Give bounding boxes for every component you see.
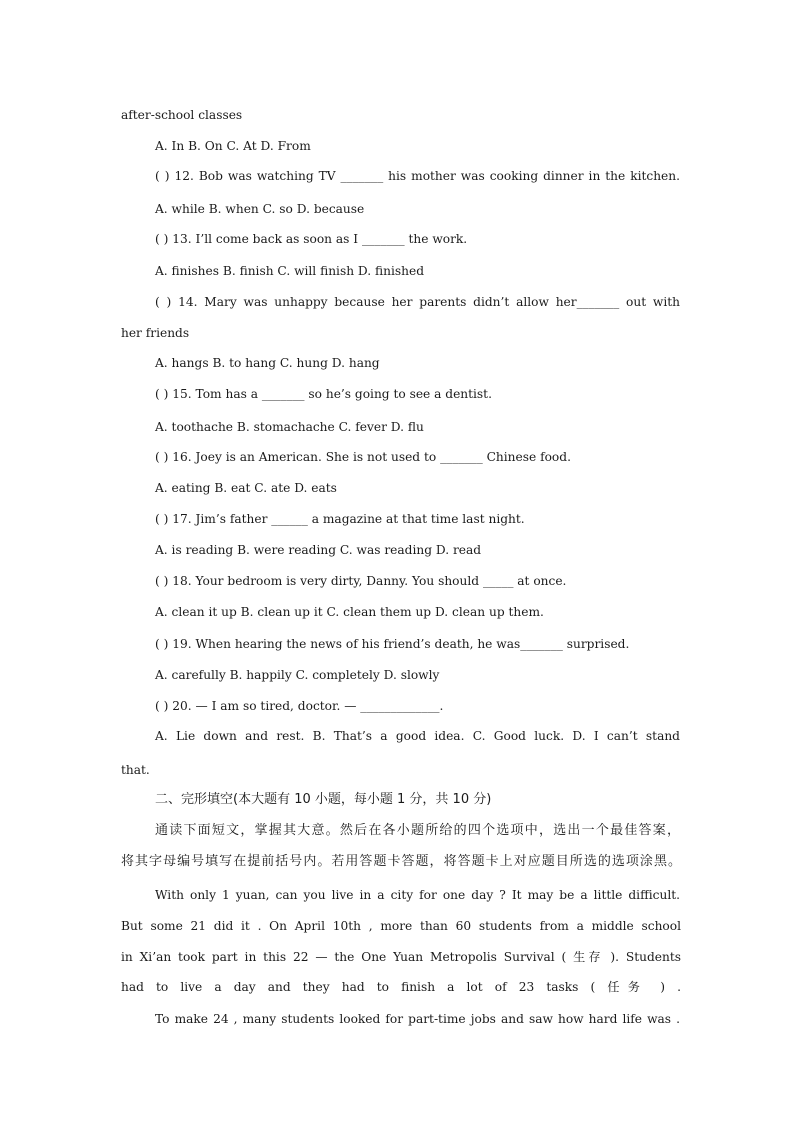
question-14: ( ) 14. Mary was unhappy because her parents didn’t allow her_______ out with <box>155 295 680 309</box>
text-line: her friends <box>121 326 190 340</box>
text-line: that. <box>121 763 150 777</box>
options-line: A. In B. On C. At D. From <box>155 139 311 153</box>
options-line: A. toothache B. stomachache C. fever D. flu <box>155 420 424 434</box>
section-heading: 二、完形填空(本大题有 10 小题，每小题 1 分，共 10 分) <box>155 792 492 807</box>
question-12: ( ) 12. Bob was watching TV _______ his mother was cooking dinner in the kitchen. <box>155 169 680 183</box>
instructions-line: 将其字母编号填写在提前括号内。若用答题卡答题，将答题卡上对应题目所选的选项涂黑。 <box>121 854 681 869</box>
question-18: ( ) 18. Your bedroom is very dirty, Danny. You should _____ at once. <box>155 574 567 588</box>
question-15: ( ) 15. Tom has a _______ so he’s going to see a dentist. <box>155 387 492 401</box>
options-line: A. eating B. eat C. ate D. eats <box>155 481 337 495</box>
text-line: after-school classes <box>121 108 243 122</box>
options-line: A. finishes B. finish C. will finish D. finished <box>155 264 424 278</box>
passage-line: With only 1 yuan, can you live in a city for one day ? It may be a little difficult. <box>155 888 680 902</box>
options-line: A. while B. when C. so D. because <box>155 202 365 216</box>
question-19: ( ) 19. When hearing the news of his friend’s death, he was_______ surprised. <box>155 637 630 651</box>
passage-line: To make 24 , many students looked for part-time jobs and saw how hard life was . <box>155 1012 680 1026</box>
question-20: ( ) 20. — I am so tired, doctor. — _____________. <box>155 699 444 713</box>
options-line: A. carefully B. happily C. completely D. slowly <box>155 668 440 682</box>
options-line: A. Lie down and rest. B. That’s a good idea. C. Good luck. D. I can’t stand <box>155 729 680 743</box>
passage-line: in Xi’an took part in this 22 — the One Yuan Metropolis Survival ( 生存 ). Students <box>121 950 681 964</box>
question-17: ( ) 17. Jim’s father ______ a magazine at that time last night. <box>155 512 525 526</box>
passage-line: had to live a day and they had to finish a lot of 23 tasks ( 任务 ) . <box>121 980 681 994</box>
options-line: A. clean it up B. clean up it C. clean them up D. clean up them. <box>155 605 544 619</box>
options-line: A. is reading B. were reading C. was reading D. read <box>155 543 482 557</box>
options-line: A. hangs B. to hang C. hung D. hang <box>155 356 380 370</box>
question-16: ( ) 16. Joey is an American. She is not used to _______ Chinese food. <box>155 450 571 464</box>
question-13: ( ) 13. I’ll come back as soon as I _______ the work. <box>155 232 468 246</box>
instructions-line: 通读下面短文，掌握其大意。然后在各小题所给的四个选项中，选出一个最佳答案， <box>155 823 680 838</box>
passage-line: But some 21 did it . On April 10th , more than 60 students from a middle school <box>121 919 681 933</box>
